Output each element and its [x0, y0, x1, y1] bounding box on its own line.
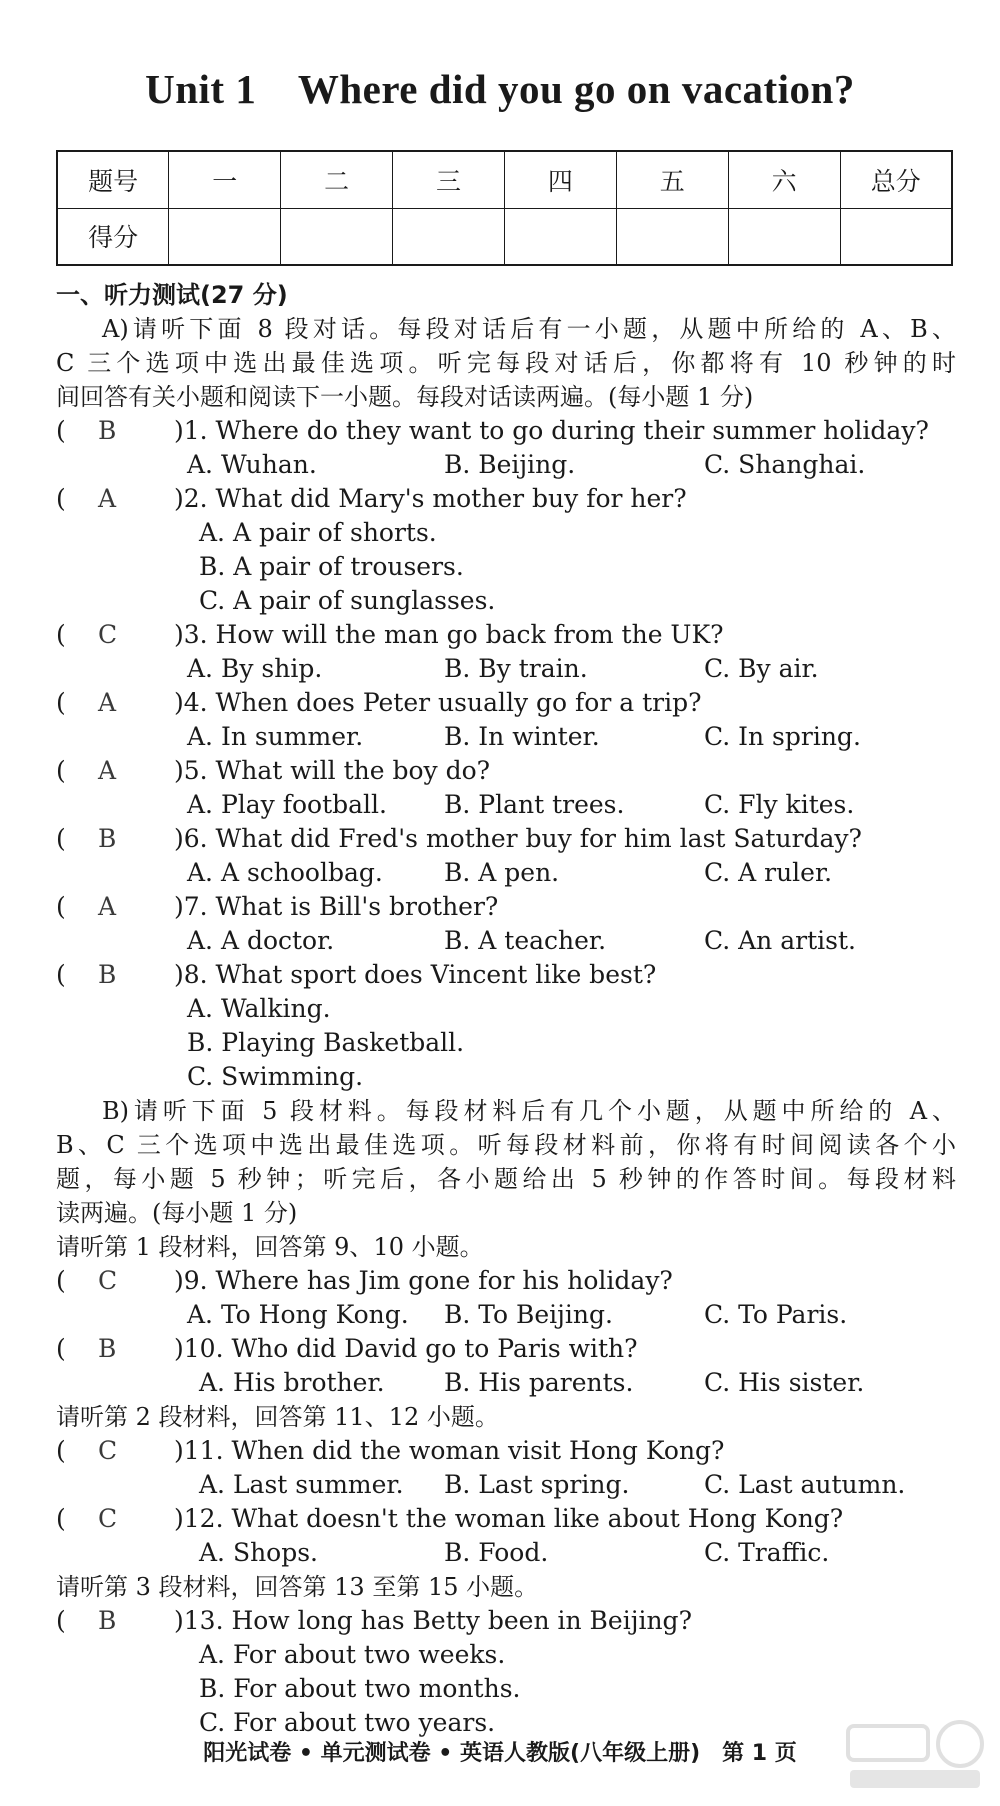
answer-mark: A	[98, 756, 117, 785]
option-c: C. For about two years.	[199, 1708, 496, 1737]
answer-mark: C	[98, 1504, 118, 1533]
question-5: ( A )5. What will the boy do?	[56, 754, 956, 788]
unit-title: Unit 1 Where did you go on vacation?	[145, 66, 855, 112]
question-stem: )8. What sport does Vincent like best?	[174, 960, 657, 989]
question-stem: )11. When did the woman visit Hong Kong?	[174, 1436, 725, 1465]
option-a: A. Play football.	[187, 790, 387, 819]
option-a: A. A doctor.	[187, 926, 335, 955]
option-c: C. Shanghai.	[704, 450, 866, 479]
question-5-options	[56, 788, 956, 822]
score-table-score-row	[57, 208, 952, 265]
question-stem: )3. How will the man go back from the UK?	[174, 620, 724, 649]
option-c: C. To Paris.	[704, 1300, 848, 1329]
material-heading: 请听第 2 段材料，回答第 11、12 小题。	[56, 1403, 499, 1431]
partA-instruction-line: C 三个选项中选出最佳选项。听完每段对话后，你都将有 10 秒钟的时	[56, 349, 956, 377]
score-header-cell: 题号	[57, 151, 169, 208]
score-header-cell: 总分	[840, 151, 952, 208]
option-b: B. His parents.	[444, 1368, 634, 1397]
partB-instruction-line: 题，每小题 5 秒钟；听完后，各小题给出 5 秒钟的作答时间。每段材料	[56, 1165, 956, 1193]
question-stem: )12. What doesn't the woman like about Hong Kong?	[174, 1504, 844, 1533]
section-heading: 一、听力测试(27 分)	[56, 281, 288, 309]
answer-mark: B	[98, 1334, 117, 1363]
option-a: A. Walking.	[187, 994, 331, 1023]
score-cell	[393, 208, 505, 265]
question-stem: )10. Who did David go to Paris with?	[174, 1334, 638, 1363]
option-a: A. By ship.	[187, 654, 323, 683]
question-2: ( A )2. What did Mary's mother buy for her?	[56, 482, 956, 516]
score-table	[56, 150, 953, 266]
option-b: B. Plant trees.	[444, 790, 625, 819]
option-a: A. His brother.	[199, 1368, 385, 1397]
question-10-options	[56, 1366, 956, 1400]
score-cell	[505, 208, 617, 265]
question-1: ( B )1. Where do they want to go during their summer holiday?	[56, 414, 956, 448]
question-12: ( C )12. What doesn't the woman like about Hong Kong?	[56, 1502, 956, 1536]
question-6-options	[56, 856, 956, 890]
option-b: B. A teacher.	[444, 926, 607, 955]
question-6: ( B )6. What did Fred's mother buy for him last Saturday?	[56, 822, 956, 856]
answer-mark: C	[98, 1266, 118, 1295]
score-cell	[169, 208, 281, 265]
score-row-label: 得分	[57, 208, 169, 265]
option-c: C. By air.	[704, 654, 819, 683]
option-b: B. Beijing.	[444, 450, 576, 479]
option-b: B. By train.	[444, 654, 588, 683]
score-header-cell: 五	[616, 151, 728, 208]
option-c: C. His sister.	[704, 1368, 865, 1397]
option-a: A. In summer.	[187, 722, 364, 751]
option-a: A. For about two weeks.	[199, 1640, 506, 1669]
option-c: C. A pair of sunglasses.	[199, 586, 496, 615]
question-4-options	[56, 720, 956, 754]
score-header-cell: 一	[169, 151, 281, 208]
answer-mark: A	[98, 892, 117, 921]
answer-mark: B	[98, 1606, 117, 1635]
option-c: C. In spring.	[704, 722, 861, 751]
question-1-options	[56, 448, 956, 482]
option-c: C. Traffic.	[704, 1538, 830, 1567]
option-b: B. Last spring.	[444, 1470, 630, 1499]
option-b: B. A pair of trousers.	[199, 552, 464, 581]
partB-instruction-line: 读两遍。(每小题 1 分)	[56, 1199, 298, 1227]
question-7: ( A )7. What is Bill's brother?	[56, 890, 956, 924]
option-b: B. Food.	[444, 1538, 549, 1567]
question-stem: )1. Where do they want to go during their summer holiday?	[174, 416, 929, 445]
question-9: ( C )9. Where has Jim gone for his holiday?	[56, 1264, 956, 1298]
answer-mark: C	[98, 1436, 118, 1465]
option-c: C. A ruler.	[704, 858, 833, 887]
option-b: B. Playing Basketball.	[187, 1028, 465, 1057]
answer-mark: A	[98, 688, 117, 717]
answer-mark: B	[98, 960, 117, 989]
question-8: ( B )8. What sport does Vincent like best?	[56, 958, 956, 992]
answer-mark: C	[98, 620, 118, 649]
option-a: A. A pair of shorts.	[199, 518, 437, 547]
partA-instruction-line: A)请听下面 8 段对话。每段对话后有一小题，从题中所给的 A、B、	[102, 315, 956, 343]
option-b: B. For about two months.	[199, 1674, 521, 1703]
option-b: B. In winter.	[444, 722, 600, 751]
option-b: B. A pen.	[444, 858, 560, 887]
section-listening	[56, 278, 956, 1740]
answer-mark: B	[98, 824, 117, 853]
score-header-cell: 二	[281, 151, 393, 208]
question-stem: )5. What will the boy do?	[174, 756, 491, 785]
partA-instruction-line: 间回答有关小题和阅读下一小题。每段对话读两遍。(每小题 1 分)	[56, 383, 754, 411]
question-4: ( A )4. When does Peter usually go for a trip?	[56, 686, 956, 720]
partB-instruction-line: B、C 三个选项中选出最佳选项。听每段材料前，你将有时间阅读各个小	[56, 1131, 956, 1159]
question-13: ( B )13. How long has Betty been in Beijing?	[56, 1604, 956, 1638]
material-heading: 请听第 1 段材料，回答第 9、10 小题。	[56, 1233, 484, 1261]
option-a: A. A schoolbag.	[187, 858, 383, 887]
question-3: ( C )3. How will the man go back from the UK?	[56, 618, 956, 652]
option-b: B. To Beijing.	[444, 1300, 613, 1329]
question-11: ( C )11. When did the woman visit Hong Kong?	[56, 1434, 956, 1468]
watermark-logo-icon	[840, 1714, 990, 1794]
option-c: C. Swimming.	[187, 1062, 364, 1091]
score-cell	[616, 208, 728, 265]
score-header-cell: 六	[728, 151, 840, 208]
option-a: A. To Hong Kong.	[187, 1300, 409, 1329]
option-a: A. Wuhan.	[187, 450, 317, 479]
question-11-options	[56, 1468, 956, 1502]
question-12-options	[56, 1536, 956, 1570]
option-c: C. Last autumn.	[704, 1470, 906, 1499]
question-stem: )6. What did Fred's mother buy for him last Saturday?	[174, 824, 862, 853]
score-header-cell: 三	[393, 151, 505, 208]
answer-mark: A	[98, 484, 117, 513]
question-10: ( B )10. Who did David go to Paris with?	[56, 1332, 956, 1366]
option-c: C. An artist.	[704, 926, 856, 955]
question-stem: )9. Where has Jim gone for his holiday?	[174, 1266, 673, 1295]
question-7-options	[56, 924, 956, 958]
option-a: A. Last summer.	[199, 1470, 404, 1499]
question-stem: )2. What did Mary's mother buy for her?	[174, 484, 687, 513]
page-footer: 阳光试卷 • 单元测试卷 • 英语人教版(八年级上册) 第 1 页	[203, 1741, 797, 1766]
question-9-options	[56, 1298, 956, 1332]
score-cell	[281, 208, 393, 265]
score-cell	[840, 208, 952, 265]
question-stem: )7. What is Bill's brother?	[174, 892, 499, 921]
option-a: A. Shops.	[199, 1538, 319, 1567]
partB-instruction-line: B)请听下面 5 段材料。每段材料后有几个小题，从题中所给的 A、	[102, 1097, 956, 1125]
question-3-options	[56, 652, 956, 686]
score-cell	[728, 208, 840, 265]
material-heading: 请听第 3 段材料，回答第 13 至第 15 小题。	[56, 1573, 539, 1601]
score-header-cell: 四	[505, 151, 617, 208]
answer-mark: B	[98, 416, 117, 445]
score-table-header-row	[57, 151, 952, 208]
question-stem: )4. When does Peter usually go for a trip?	[174, 688, 702, 717]
question-stem: )13. How long has Betty been in Beijing?	[174, 1606, 692, 1635]
option-c: C. Fly kites.	[704, 790, 855, 819]
